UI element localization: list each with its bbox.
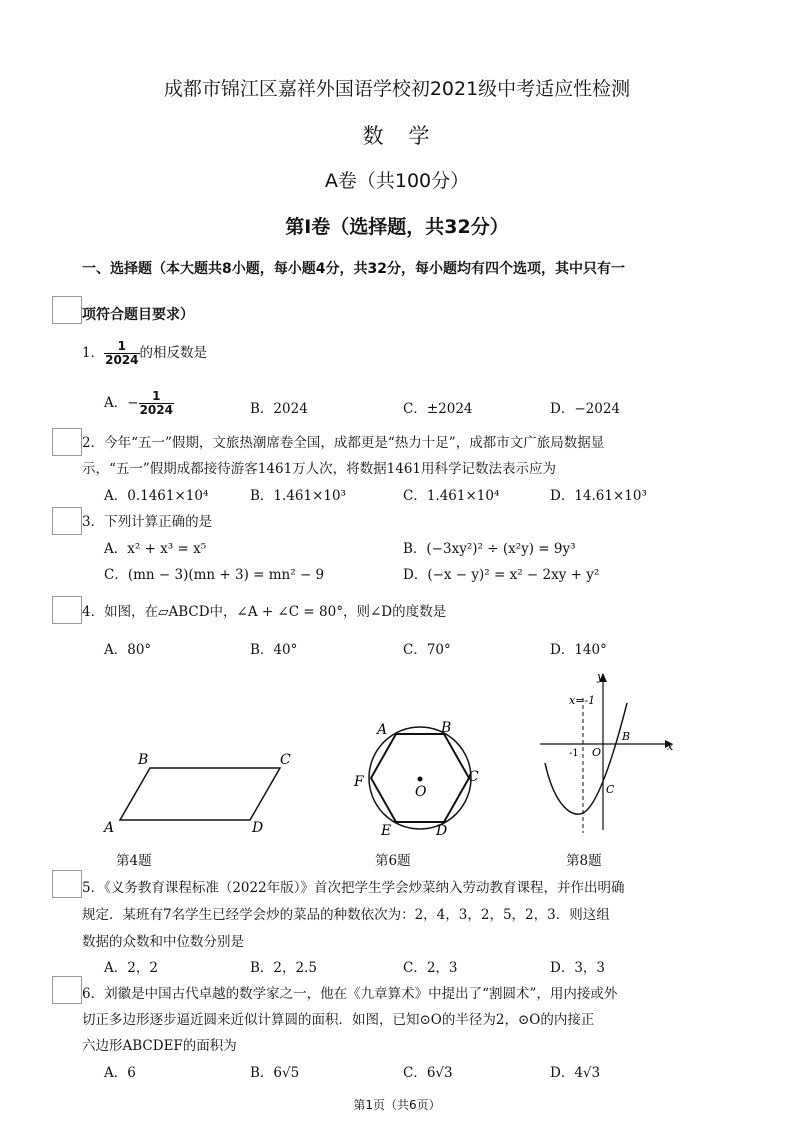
page-footer: 第1页（共6页） (353, 1098, 441, 1112)
label-o: O (592, 746, 602, 759)
q3-option-c[interactable]: C．(mn − 3)(mn + 3) = mn² − 9 (104, 567, 325, 583)
q3-option-a[interactable]: A．x² + x³ = x⁵ (104, 541, 207, 557)
q3-option-d[interactable]: D．(−x − y)² = x² − 2xy + y² (403, 567, 600, 583)
label-d: D (436, 823, 448, 839)
parabola-curve (545, 703, 627, 814)
fraction: $\frac{1}{2024}$ (139, 389, 173, 417)
answer-box[interactable] (52, 596, 82, 624)
question-6-line-1: 6．刘徽是中国古代卓越的数学家之一，他在《九章算术》中提出了“割圆术”，用内接或外 (82, 986, 618, 1002)
label-c: C (468, 769, 479, 785)
q2-option-d[interactable]: D．14.61×10³ (550, 488, 647, 504)
question-6-line-2: 切正多边形逐步逼近圆来近似计算圆的面积．如图，已知⊙O的半径为2，⊙O的内接正 (82, 1012, 595, 1028)
q5-option-b[interactable]: B．2，2.5 (250, 960, 317, 976)
q5-option-a[interactable]: A．2，2 (104, 960, 158, 976)
exam-title: 成都市锦江区嘉祥外国语学校初2021级中考适应性检测 (163, 78, 631, 100)
center-point (418, 777, 423, 782)
answer-box[interactable] (52, 976, 82, 1004)
answer-box[interactable] (52, 428, 82, 456)
question-6-line-3: 六边形ABCDEF的面积为 (82, 1038, 237, 1054)
q4-option-b[interactable]: B．40° (250, 642, 298, 658)
label-x: x (667, 740, 674, 753)
q6-option-a[interactable]: A．6 (104, 1065, 136, 1081)
label-b: B (622, 730, 631, 743)
question-5-line-1: 5．《义务教育课程标准（2022年版）》首次把学生学会炒菜纳入劳动教育课程，并作出明确 (82, 880, 625, 896)
label-d: D (252, 820, 264, 836)
q6-option-d[interactable]: D．4√3 (550, 1065, 601, 1081)
answer-box[interactable] (52, 870, 82, 898)
question-5-line-3: 数据的众数和中位数分别是 (82, 934, 244, 950)
parallelogram-shape (120, 768, 280, 820)
q1-option-d[interactable]: D．−2024 (550, 401, 620, 417)
q4-option-c[interactable]: C．70° (403, 642, 451, 658)
section-heading-cont: 项符合题目要求） (82, 307, 194, 323)
label-c: C (606, 783, 615, 796)
q1-option-a[interactable]: A．− $\frac{1}{2024}$ (104, 389, 173, 417)
q1-option-c[interactable]: C．±2024 (403, 401, 473, 417)
volume-1-title: 第Ⅰ卷（选择题，共32分） (285, 216, 509, 238)
figure-8-caption: 第8题 (566, 853, 602, 869)
answer-box[interactable] (52, 296, 82, 324)
figure-4-parallelogram (100, 745, 300, 837)
label-b: B (138, 752, 149, 768)
question-5-line-2: 规定．某班有7名学生已经学会炒的菜品的种数依次为：2，4，3，2，5，2，3．则这组 (82, 907, 610, 923)
subject-title: 数 学 (362, 124, 432, 148)
question-2-line-1: 2．今年“五一”假期，文旅热潮席卷全国，成都更是“热力十足”，成都市文广旅局数据显 (82, 435, 605, 451)
figure-4-caption: 第4题 (116, 853, 152, 869)
paper-a-title: A卷（共100分） (324, 170, 470, 192)
q4-option-d[interactable]: D．140° (550, 642, 607, 658)
q2-option-a[interactable]: A．0.1461×10⁴ (104, 488, 209, 504)
label-minus-one: -1 (569, 748, 579, 759)
figure-6-circle-hexagon (345, 718, 495, 842)
q1-option-b[interactable]: B．2024 (250, 401, 308, 417)
section-heading: 一、选择题（本大题共8小题，每小题4分，共32分，每小题均有四个选项，其中只有一 (82, 261, 625, 277)
q3-option-b[interactable]: B．(−3xy²)² ÷ (x²y) = 9y³ (403, 541, 576, 557)
question-2-line-2: 示，“五一”假期成都接待游客1461万人次，将数据1461用科学记数法表示应为 (82, 461, 557, 477)
fraction: $\frac{1}{2024}$ (105, 339, 139, 367)
q5-option-d[interactable]: D．3，3 (550, 960, 606, 976)
label-o: O (415, 784, 427, 800)
label-a: A (377, 722, 388, 738)
label-c: C (280, 752, 291, 768)
q4-option-a[interactable]: A．80° (104, 642, 152, 658)
figure-8-parabola (535, 668, 685, 838)
label-b: B (441, 720, 452, 736)
question-4-stem: 4．如图，在▱ABCD中，∠A + ∠C = 80°，则∠D的度数是 (82, 604, 447, 620)
answer-box[interactable] (52, 507, 82, 535)
label-f: F (354, 774, 364, 790)
q6-option-c[interactable]: C．6√3 (403, 1065, 453, 1081)
label-e: E (381, 823, 392, 839)
label-axis: x=-1 (569, 694, 596, 707)
q6-option-b[interactable]: B．6√5 (250, 1065, 300, 1081)
label-y: y (597, 670, 604, 683)
q2-option-c[interactable]: C．1.461×10⁴ (403, 488, 500, 504)
q5-option-c[interactable]: C．2，3 (403, 960, 458, 976)
figure-6-caption: 第6题 (375, 853, 411, 869)
q2-option-b[interactable]: B．1.461×10³ (250, 488, 346, 504)
question-3-stem: 3．下列计算正确的是 (82, 514, 213, 530)
label-a: A (104, 820, 115, 836)
question-1-stem: 1． $\frac{1}{2024}$ 的相反数是 (82, 339, 207, 367)
